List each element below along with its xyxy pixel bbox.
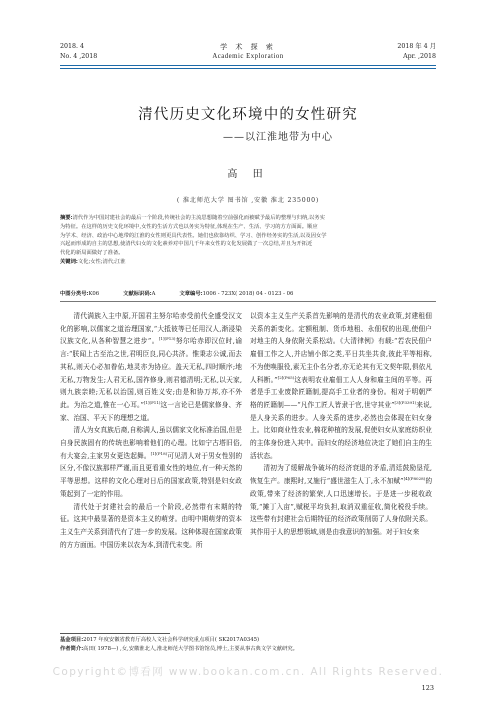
classification-line [60, 289, 430, 297]
citation: [1](P13) [158, 336, 176, 342]
abstract-line: 摘要:清代作为中国封建社会的最后一个阶段,传统社会的主流思想随着空前强化而被赋予最后的整理与归纳,以务实 [60, 215, 325, 221]
abstract-label: 摘要: [60, 215, 73, 221]
keywords-line [60, 258, 430, 267]
body-paragraph: 以资本主义生产关系首先影响的是清代的农业政策,封建租佃关系的新变化。定额租制、货币地租、永佃权的出现,使佃户对地主的人身依附关系松动。《大清律例》有载:“若农民佃户雇佃工作之人,并店铺小郎之类,平日共坐共食,彼此平等相称,不为使唤服役,素无主仆名分者,亦无论其有无文契年限,俱依凡人科断。”$^{[2](P65)}$这表明农业雇佃工人人身和雇主间的平等。再者是手工业废除匠籍制,提高手工业者的身份。相对于明朝严格的匠籍制——“凡作工匠人皆隶于官,世守其业”$^{[3](P3391)}$来说,是人身关系的进步。人身关系的进步,必然也会体现在妇女身上。比如商业性农业,棉花种植的发展,促使妇女从家庭纺织业的主体身份进入其中。而妇女的经济地位决定了她们自主的生活状态。 [250, 312, 433, 460]
citation: [2](P65) [277, 374, 295, 380]
citation: [4](P8028) [403, 475, 426, 481]
article-title: 清代历史文化环境中的女性研究 [138, 107, 358, 123]
author-bio-footnote: 作者简介:高田( 1978—) ,女,安徽淮北人,淮北师范大学图书馆馆员,博士,主要从事古典文学文献研究。 [60, 646, 298, 652]
issue-number: No. 4 ,2018 [60, 53, 98, 60]
keywords: 文化;女性;清代;江淮 [77, 258, 126, 265]
citation: [1](P18) [150, 450, 168, 456]
funding-footnote: 基金项目:2017 年度安徽省教育厅高校人文社会科学研究重点项目( SK2017A0345) [60, 637, 260, 643]
page-number: 123 [421, 684, 434, 692]
body-column-left [60, 310, 242, 551]
citation: [3](P3391) [394, 399, 417, 405]
issue-date-cn: 2018 年 4 月 [397, 43, 436, 50]
issue-year: 2018. 4 [60, 43, 85, 50]
document-code: 文献标识码:A [123, 291, 156, 297]
abstract-divider [60, 301, 436, 302]
body-paragraph: 清初为了缓解战争破坏的经济衰退的矛盾,清廷鼓励垦荒,恢复生产。康熙时,又施行“盛世滋生人丁,永不加赋”$^{[4](P8028)}$的政策,带来了经济的繁荣,人口迅速增长。于是进一步税收政策,“摊丁入亩”,赋税平均负担,取消双重征收,简化税役手续。这些带有封建社会后期特征的经济政策削弱了人身依附关系。其作用于人的思想领域,则是由我意识的加强。对于妇女来 [250, 464, 433, 536]
keywords-label: 关键词: [60, 258, 78, 265]
author-affiliation: ( 淮北师范大学 图书馆 ,安徽 淮北 235000) [176, 197, 320, 204]
body-column-right [250, 310, 432, 539]
abstract-line: 为学术、经济、政治中心地带的江淮的女性则更具代表性。她们也依靠纺织、学习、创作经务实的生活,以及因女学 [60, 232, 327, 239]
citation: [1](P11) [143, 399, 161, 405]
body-paragraph: 清人为女真族后裔,自称满人,虽以儒家文化标准治国,但是自身民族固有的传统也影响着他们的心理。比如宁古塔旧俗,有大宴会,主家男女更迭起舞。$^{[1](P18)}$可见清人对于男女性别的区分,不像汉族那样严谨,而且更看重女性的地位,有一种天然的平等思想。这样的文化心理对日后的国家政策,特别是妇女政策起到了一定的作用。 [60, 426, 243, 498]
copyright-watermark: Copyright©博看网 www.bookan.com.cn. All Rights Reserved. [52, 666, 444, 678]
footnote-rule [60, 633, 170, 634]
body-paragraph: 清代满族入主中原,开国君主努尔哈赤受前代全盛受汉文化的影响,以儒家之道治理国家,“大抵彼等已任用汉人,渐浸染汉族文化,从各种智慧之进步”。$^{[1](P13)}$努尔哈赤即汉位时,谕言:“朕闻上古至治之世,君明臣良,同心共济。惟秉志公诚,而去其私,则天心必加眷佑,地灵亦为协应。盖天无私,四时顺序;地无私,万物发生;人君无私,国祚修身,则君德清明;无私,以天家,则九族亲睦;无私以治国,则百姓义安;由是和协万邦,亦不外此。为治之道,惟在一心耳。”$^{[1](P11)}$这一言论已是儒家修身、齐家、治国、平天下的理想之道。 [60, 312, 243, 422]
clc-number: 中图分类号:K06 [60, 291, 100, 297]
author-name: 高 田 [227, 169, 269, 180]
article-number: 文章编号:1006 - 723X( 2018) 04 - 0123 - 06 [179, 291, 294, 297]
body-paragraph: 清代处于封建社会的最后一个阶段,必然带有末期的特征。这其中最显著的是资本主义的萌芽。由明中期萌芽的资本主义生产关系到清代有了进一步的发展。这种体现在国家政策的方方面面。中国历来以农为本,到清代末变。所 [60, 502, 242, 549]
issue-date-en: Apr. ,2018 [403, 53, 436, 60]
header-rule-thick [60, 65, 436, 66]
header-right [397, 42, 436, 62]
abstract-block [60, 214, 430, 267]
header-center [60, 42, 436, 62]
article-subtitle: ——以江淮地带为中心 [223, 132, 333, 143]
abstract-line: 代化的新局面做好了准备。 [60, 250, 124, 257]
journal-name-en: Academic Exploration [212, 53, 284, 60]
abstract-line: 兴起而形成的自主的思想,使清代妇女的文化素养对中国几千年来女性的文化发展做了一次总结,并且为开拓近 [60, 241, 313, 248]
journal-name-cn: 学 术 探 索 [220, 43, 276, 51]
abstract-line: 为特征。在这样的历史文化环境中,女性的生活方式也以务实为特征,体现在生产、生活、学习的方方面面。顺应 [60, 223, 318, 230]
header-rule-thin [60, 68, 436, 69]
running-header [60, 42, 436, 78]
